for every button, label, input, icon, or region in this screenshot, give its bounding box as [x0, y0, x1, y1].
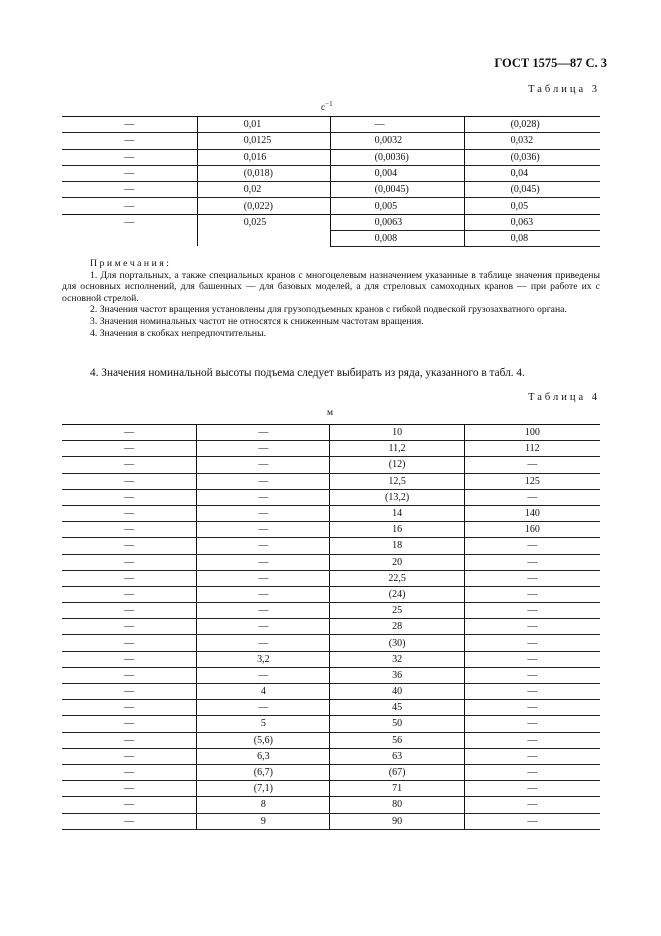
table-cell: — [527, 572, 538, 584]
table-cell: 4 [197, 684, 330, 700]
table-row [62, 425, 600, 441]
table-cell: (0,022) [197, 198, 330, 214]
table-cell: 0,032 [510, 135, 534, 147]
table-cell: (0,0045) [330, 182, 464, 198]
table3-label: Таблица 3 [528, 84, 600, 95]
table-cell: — [62, 748, 197, 764]
table-cell: 0,05 [510, 200, 529, 212]
table-cell: 10 [330, 425, 464, 441]
table-cell: — [527, 750, 538, 762]
table-row [62, 570, 600, 586]
table-row [62, 667, 600, 683]
table-cell: (5,6) [197, 732, 330, 748]
table-cell: 160 [524, 524, 540, 536]
note-item: 3. Значения номинальных частот не относятся к сниженным частотам вращения. [90, 315, 424, 327]
table4-unit: м [327, 408, 334, 418]
table4-label: Таблица 4 [528, 392, 600, 403]
table-cell: — [197, 473, 330, 489]
table-row [62, 457, 600, 473]
table-cell [197, 230, 330, 246]
table-cell: 16 [330, 522, 464, 538]
table-cell: 45 [330, 700, 464, 716]
table-cell: — [197, 522, 330, 538]
table-cell: — [62, 684, 197, 700]
table-cell: (0,036) [510, 151, 540, 163]
table-row [62, 797, 600, 813]
table-cell: — [527, 767, 538, 779]
table-cell: — [62, 716, 197, 732]
table-cell: — [62, 425, 197, 441]
table-cell: 90 [330, 813, 464, 829]
table-cell: 0,0125 [197, 133, 330, 149]
table-cell: — [527, 734, 538, 746]
table-cell: — [197, 505, 330, 521]
table-cell: 112 [525, 443, 540, 455]
table-cell: — [197, 635, 330, 651]
table-row [62, 198, 600, 214]
table-row [62, 538, 600, 554]
table-cell: — [527, 686, 538, 698]
table-row [62, 716, 600, 732]
table-cell: — [527, 783, 538, 795]
table-row [62, 684, 600, 700]
table-cell: — [62, 522, 197, 538]
note-item: 4. Значения в скобках непредпочтительны. [90, 327, 267, 339]
table-cell: 3,2 [197, 651, 330, 667]
table-row [62, 635, 600, 651]
table-cell: — [62, 133, 197, 149]
table-cell: 0,004 [330, 165, 464, 181]
table-cell: — [62, 764, 197, 780]
table-cell: — [527, 540, 538, 552]
table-cell: 56 [330, 732, 464, 748]
table-cell: — [62, 797, 197, 813]
table3 [62, 116, 600, 247]
table-cell: — [197, 603, 330, 619]
table-cell: — [197, 538, 330, 554]
table-cell: 0,016 [197, 149, 330, 165]
table-cell: — [62, 182, 197, 198]
table-cell: — [197, 457, 330, 473]
table-cell: — [527, 588, 538, 600]
table-cell: — [62, 570, 197, 586]
table-cell: 12,5 [330, 473, 464, 489]
table-cell: — [62, 732, 197, 748]
table-cell: — [197, 441, 330, 457]
table-row [62, 748, 600, 764]
table-cell: 18 [330, 538, 464, 554]
table-cell: — [62, 651, 197, 667]
table-cell: — [62, 214, 197, 230]
table-cell: 32 [330, 651, 464, 667]
table-cell: (6,7) [197, 764, 330, 780]
table-cell: 0,0063 [330, 214, 464, 230]
table-cell: — [62, 603, 197, 619]
table-cell: — [62, 700, 197, 716]
table-cell: — [527, 669, 538, 681]
table-cell: 6,3 [197, 748, 330, 764]
table-cell: 125 [524, 475, 540, 487]
table-cell: — [197, 619, 330, 635]
table-row [62, 133, 600, 149]
table-cell: — [527, 653, 538, 665]
table-cell: 25 [330, 603, 464, 619]
table-cell: — [527, 637, 538, 649]
table-cell: 71 [330, 781, 464, 797]
table-row [62, 230, 600, 246]
table-cell: (7,1) [197, 781, 330, 797]
table-cell: 50 [330, 716, 464, 732]
table-cell: — [62, 473, 197, 489]
table-cell: 0,02 [197, 182, 330, 198]
table-cell: 5 [197, 716, 330, 732]
table-cell: 100 [524, 427, 540, 439]
table-cell: — [527, 621, 538, 633]
table-row [62, 554, 600, 570]
table-cell: 40 [330, 684, 464, 700]
table-cell: 36 [330, 667, 464, 683]
table-cell: (0,0036) [330, 149, 464, 165]
paragraph-4: 4. Значения номинальной высоты подъема следует выбирать из ряда, указанного в табл. 4. [90, 367, 525, 379]
table-row [62, 214, 600, 230]
table-cell: 9 [197, 813, 330, 829]
table-cell: 14 [330, 505, 464, 521]
table-row [62, 117, 600, 133]
table-cell: 0,063 [510, 216, 534, 228]
table-cell: — [62, 667, 197, 683]
table-cell: 0,025 [197, 214, 330, 230]
note-item: 2. Значения частот вращения установлены для грузоподъемных кранов с гибкой подвеской грузозахватного органа. [90, 304, 567, 316]
table-cell: — [62, 441, 197, 457]
table-cell: — [62, 457, 197, 473]
table-cell: 0,008 [330, 230, 464, 246]
table-cell: 20 [330, 554, 464, 570]
table-row [62, 489, 600, 505]
table-cell: — [197, 586, 330, 602]
table-cell: — [197, 667, 330, 683]
table-cell: 0,08 [464, 230, 600, 246]
table-row [62, 813, 600, 829]
table4 [62, 424, 600, 830]
table-cell: — [62, 505, 197, 521]
table-cell: 8 [197, 797, 330, 813]
table-row [62, 522, 600, 538]
table-cell: 80 [330, 797, 464, 813]
table-cell: (12) [330, 457, 464, 473]
table-row [62, 149, 600, 165]
table-cell: — [62, 813, 197, 829]
table-row [62, 473, 600, 489]
table-cell: 0,01 [197, 117, 330, 133]
table-cell: (24) [330, 586, 464, 602]
table-cell: (0,028) [510, 119, 540, 131]
table3-unit-base: с [321, 103, 326, 114]
table-cell: — [527, 799, 538, 811]
table-cell: — [197, 700, 330, 716]
table-cell: 0,005 [330, 198, 464, 214]
table-row [62, 586, 600, 602]
table-row [62, 603, 600, 619]
table-cell: — [62, 165, 197, 181]
table-cell: — [197, 425, 330, 441]
note-item: 1. Для портальных, а также специальных кранов с многоцелевым назначением указанные в таблице значения приведены для основных исполнений, для башенных — для базовых моделей, а для стреловых самоходных кранов — при работе их с основной стрелой. [62, 269, 600, 304]
table-cell: 63 [330, 748, 464, 764]
table-cell: 22,5 [330, 570, 464, 586]
table-cell: — [62, 489, 197, 505]
table-cell: (0,018) [197, 165, 330, 181]
table-row [62, 700, 600, 716]
table3-unit [321, 100, 333, 113]
table3-unit-exponent: −1 [325, 100, 333, 108]
table-cell: (67) [330, 764, 464, 780]
table-cell: — [62, 149, 197, 165]
page-header: ГОСТ 1575—87 С. 3 [494, 56, 607, 70]
table-cell: 28 [330, 619, 464, 635]
table-cell: — [527, 815, 538, 827]
table-cell: 0,0032 [330, 133, 464, 149]
table-row [62, 441, 600, 457]
table-row [62, 651, 600, 667]
table-cell: — [527, 718, 538, 730]
table-cell: — [527, 702, 538, 714]
table-cell [62, 230, 197, 246]
table-cell: — [527, 556, 538, 568]
table-cell: — [527, 459, 538, 471]
table-row [62, 165, 600, 181]
table-cell: — [197, 554, 330, 570]
table-cell: (0,045) [510, 184, 540, 196]
table-cell: (13,2) [330, 489, 464, 505]
notes-block [62, 258, 600, 339]
table-cell: (30) [330, 635, 464, 651]
table-cell: 11,2 [330, 441, 464, 457]
table-row [62, 619, 600, 635]
table-row [62, 505, 600, 521]
table-cell: — [62, 554, 197, 570]
table-cell: — [527, 491, 538, 503]
table-cell: 0,04 [510, 168, 529, 180]
table-row [62, 732, 600, 748]
table-cell: — [62, 538, 197, 554]
table-cell: — [62, 198, 197, 214]
table-cell: — [62, 619, 197, 635]
table-row [62, 781, 600, 797]
table-cell: — [62, 781, 197, 797]
table-row [62, 764, 600, 780]
table-cell: — [197, 489, 330, 505]
table-cell: — [62, 635, 197, 651]
table-row [62, 182, 600, 198]
table-cell: 140 [524, 508, 540, 520]
table-cell: — [197, 570, 330, 586]
table-cell: — [62, 117, 197, 133]
notes-title: Примечания: [90, 258, 172, 269]
table-cell: — [330, 117, 464, 133]
table-cell: — [527, 605, 538, 617]
table-cell: — [62, 586, 197, 602]
